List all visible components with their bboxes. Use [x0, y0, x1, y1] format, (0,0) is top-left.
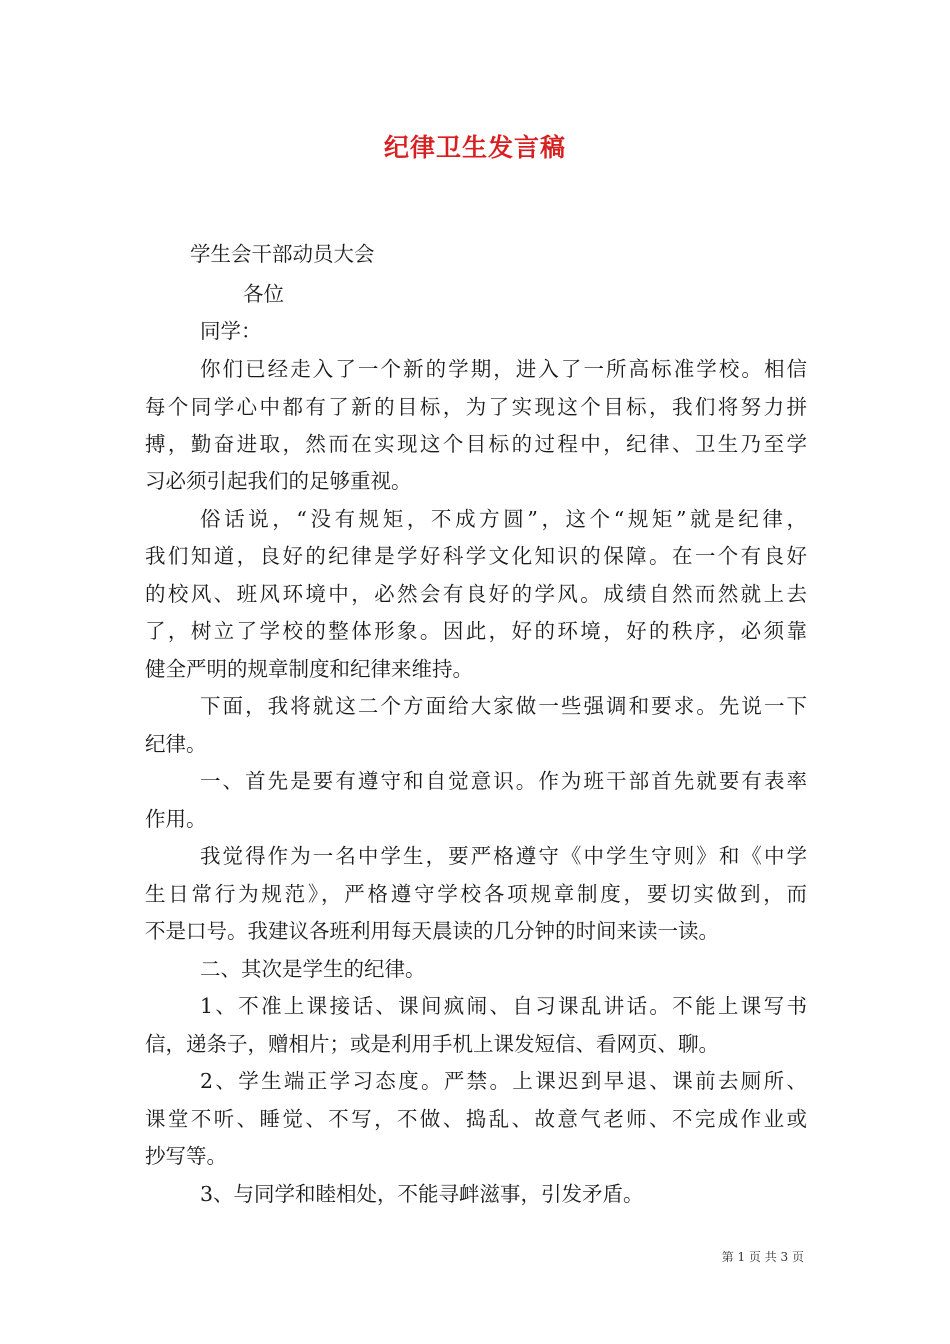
text-line: 下面，我将就这二个方面给大家做一些强调和要求。先说一下 — [200, 694, 807, 718]
text-line: 健全严明的规章制度和纪律来维持。 — [145, 657, 473, 681]
document-title: 纪律卫生发言稿 — [383, 133, 566, 162]
text-line: 一、首先是要有遵守和自觉意识。作为班干部首先就要有表率 — [200, 769, 807, 793]
text-line: 了，树立了学校的整体形象。因此，好的环境，好的秩序，必须靠 — [145, 619, 807, 643]
text-line: 信，递条子，赠相片；或是利用手机上课发短信、看网页、聊。 — [145, 1032, 719, 1056]
text-line: 二、其次是学生的纪律。 — [200, 957, 426, 981]
text-line: 2、学生端正学习态度。严禁。上课迟到早退、课前去厕所、 — [200, 1069, 807, 1093]
text-line: 纪律。 — [145, 732, 207, 756]
text-line: 习必须引起我们的足够重视。 — [145, 469, 412, 493]
text-line: 我们知道，良好的纪律是学好科学文化知识的保障。在一个有良好 — [145, 544, 807, 568]
text-line: 搏，勤奋进取，然而在实现这个目标的过程中，纪律、卫生乃至学 — [145, 432, 807, 456]
text-line: 生日常行为规范》，严格遵守学校各项规章制度，要切实做到，而 — [145, 882, 807, 906]
text-line: 课堂不听、睡觉、不写，不做、捣乱、故意气老师、不完成作业或 — [145, 1107, 807, 1131]
text-line: 不是口号。我建议各班利用每天晨读的几分钟的时间来读一读。 — [145, 919, 719, 943]
text-line: 俗话说，“没有规矩，不成方圆”，这个“规矩”就是纪律， — [200, 507, 807, 531]
text-line: 抄写等。 — [145, 1144, 227, 1168]
text-line: 作用。 — [145, 807, 207, 831]
text-line: 同学： — [200, 319, 262, 343]
text-line: 1、不准上课接话、课间疯闹、自习课乱讲话。不能上课写书 — [200, 994, 807, 1018]
text-line: 各位 — [243, 282, 284, 306]
text-line: 的校风、班风环境中，必然会有良好的学风。成绩自然而然就上去 — [145, 582, 807, 606]
page-number: 第 1 页 共 3 页 — [721, 1250, 804, 1264]
text-line: 学生会干部动员大会 — [190, 242, 375, 266]
text-line: 每个同学心中都有了新的目标，为了实现这个目标，我们将努力拼 — [145, 395, 807, 419]
text-line: 你们已经走入了一个新的学期，进入了一所高标准学校。相信 — [200, 357, 807, 381]
text-line: 3、与同学和睦相处，不能寻衅滋事，引发矛盾。 — [200, 1182, 644, 1206]
text-line: 我觉得作为一名中学生，要严格遵守《中学生守则》和《中学 — [200, 844, 807, 868]
